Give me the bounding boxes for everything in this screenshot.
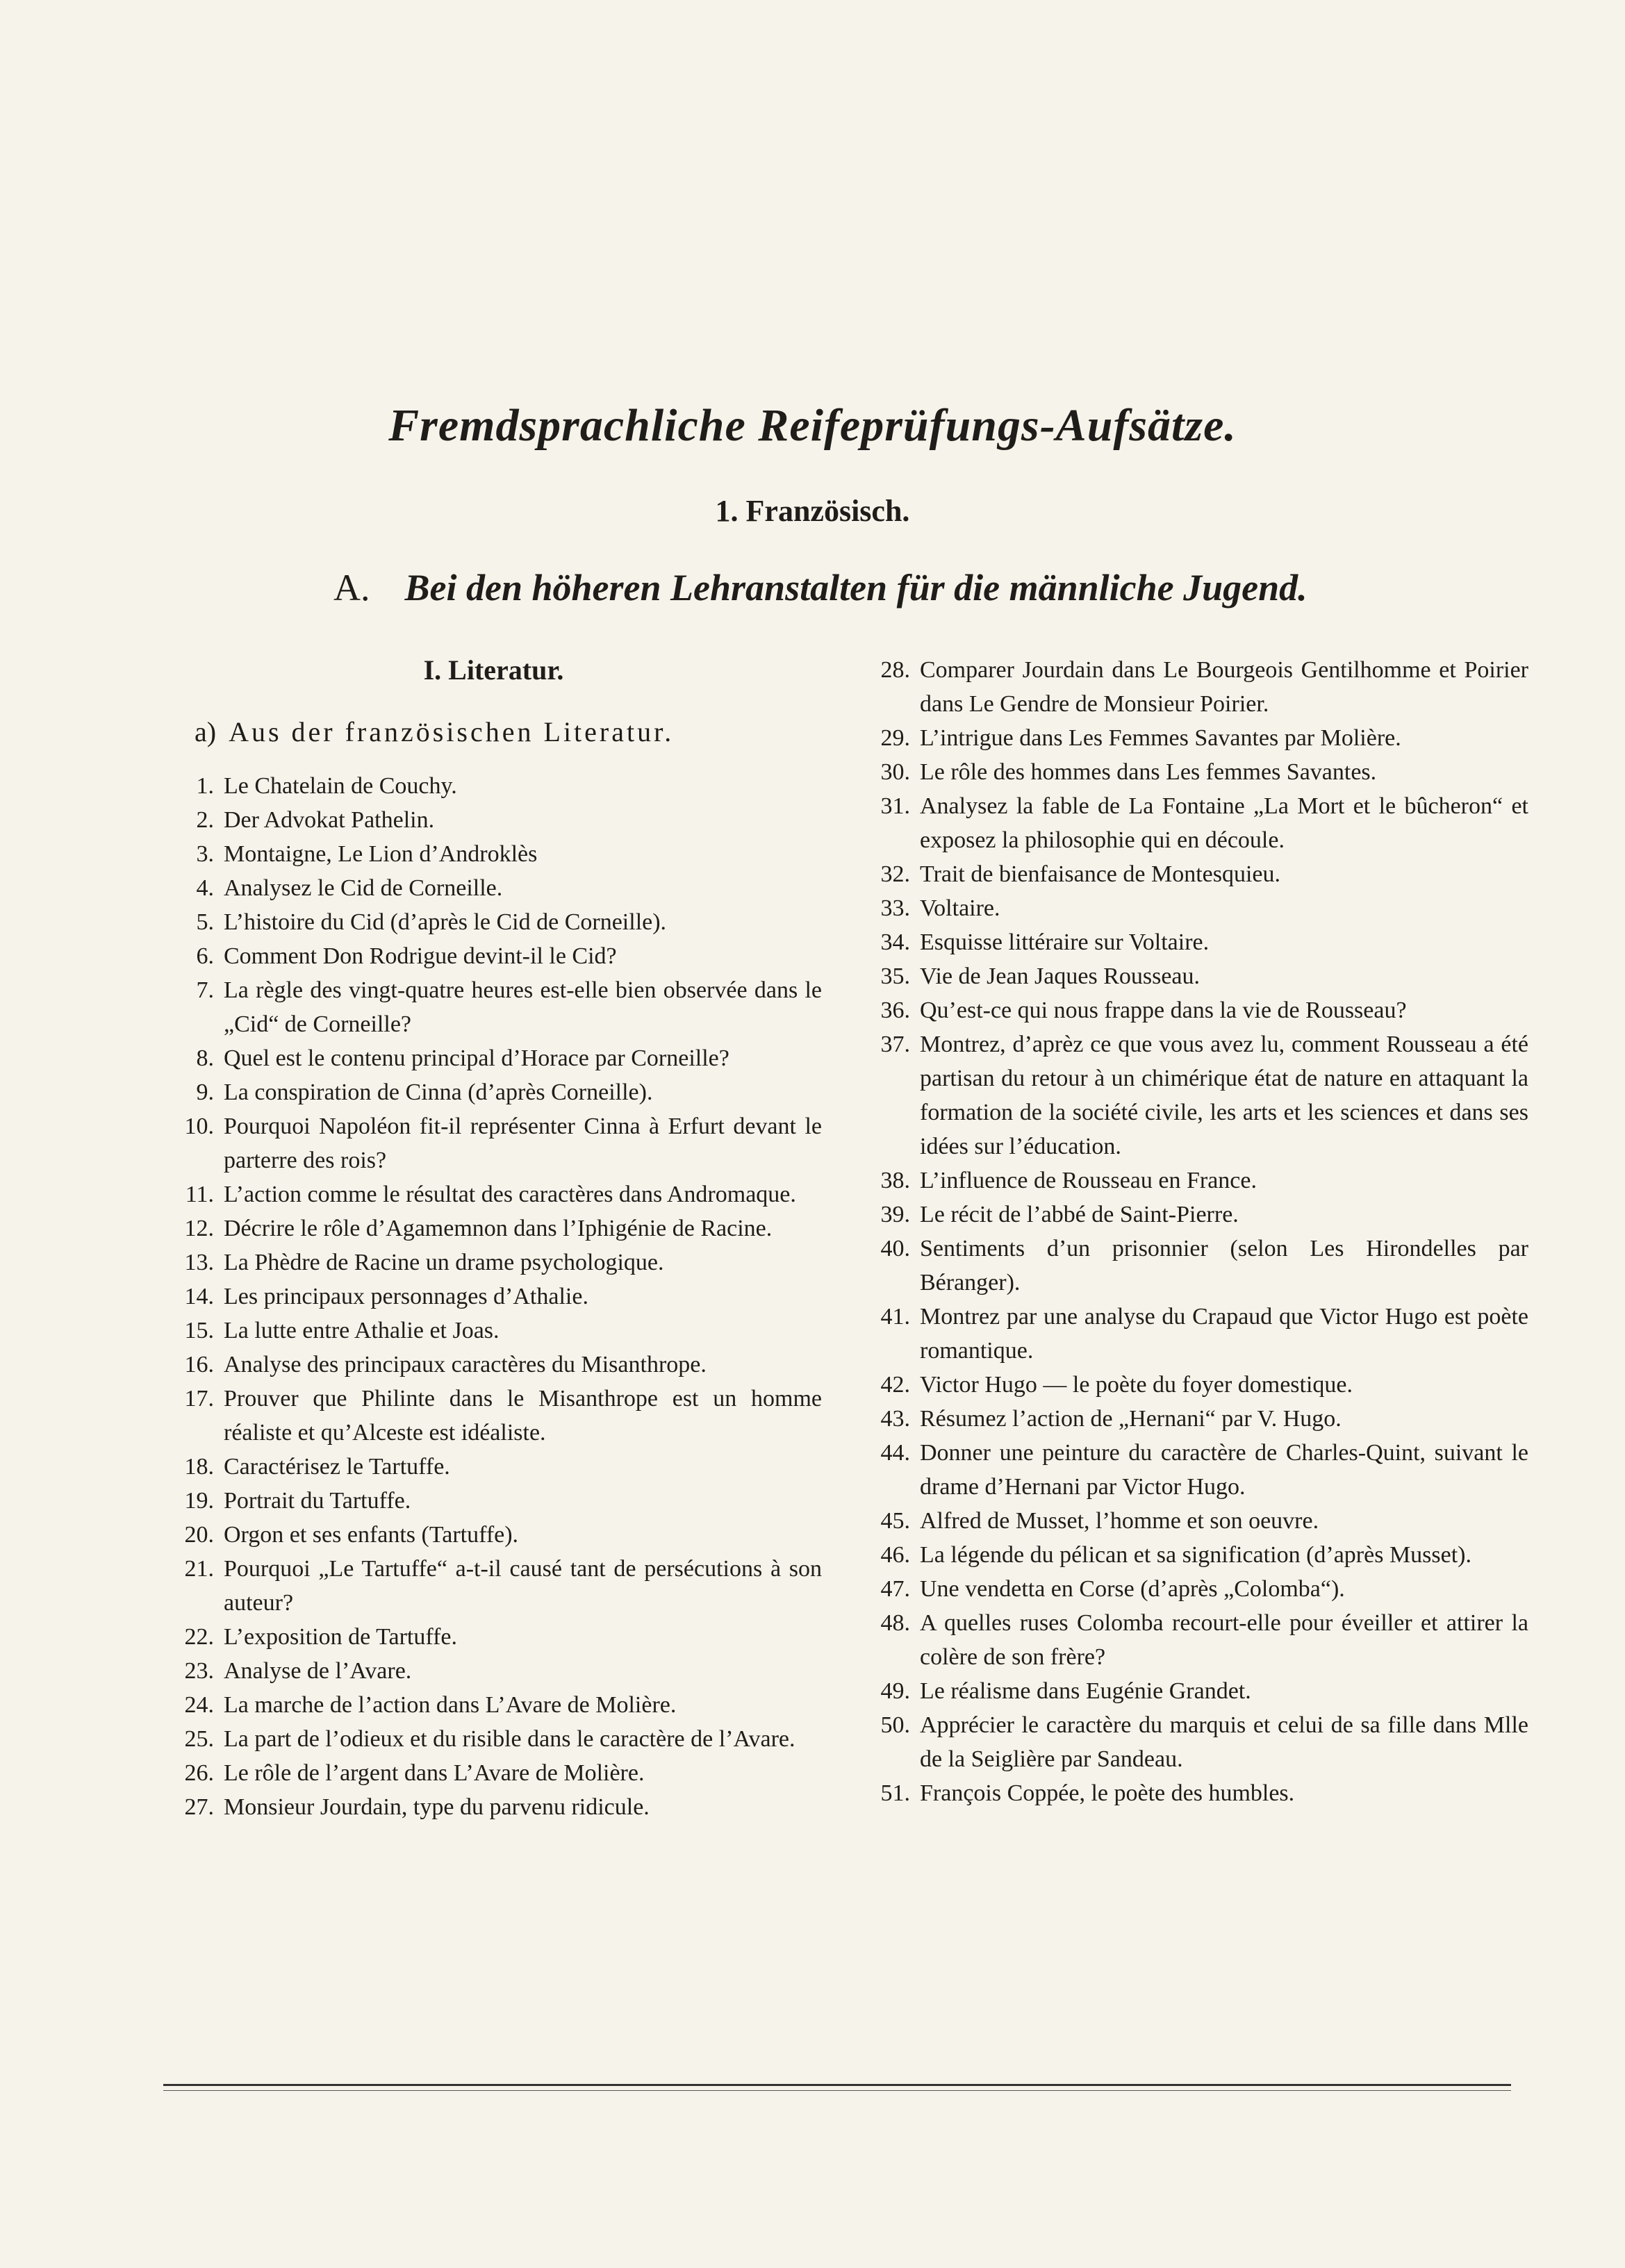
item-number: 32. [880,861,910,887]
list-item [861,1674,1528,1708]
item-text: Comparer Jourdain dans Le Bourgeois Gentilhomme et Poirier dans Le Gendre de Monsieur Poirier. [920,657,1528,717]
section-letter: A. [333,567,370,609]
item-text: L’histoire du Cid (d’après le Cid de Corneille). [224,909,667,935]
item-number: 26. [184,1760,214,1786]
item-number: 41. [880,1304,910,1330]
section-text: Bei den höheren Lehranstalten für die männliche Jugend. [404,567,1308,609]
list-item [861,653,1528,721]
item-number: 16. [184,1352,214,1377]
list-item [861,1027,1528,1164]
item-text: Voltaire. [920,895,1000,921]
item-text: Donner une peinture du caractère de Charles-Quint, suivant le drame d’Hernani par Victor Hugo. [920,1440,1528,1500]
item-text: La conspiration de Cinna (d’après Corneille). [224,1079,653,1105]
item-number: 5. [196,909,214,935]
item-text: François Coppée, le poète des humbles. [920,1780,1295,1806]
list-item [861,1776,1528,1810]
list-item [861,1164,1528,1198]
item-number: 50. [880,1712,910,1738]
item-number: 45. [880,1508,910,1534]
item-text: Sentiments d’un prisonnier (selon Les Hirondelles par Béranger). [920,1236,1528,1296]
item-number: 29. [880,725,910,751]
item-number: 38. [880,1168,910,1193]
list-item [165,939,822,973]
heading2-text: Aus der französischen Literatur. [229,716,675,747]
item-number: 10. [184,1114,214,1139]
item-text: Portrait du Tartuffe. [224,1488,411,1514]
item-text: A quelles ruses Colomba recourt-elle pour éveiller et attirer la colère de son frère? [920,1610,1528,1670]
list-item [861,1300,1528,1368]
item-number: 13. [184,1250,214,1275]
list-item [861,1538,1528,1572]
item-number: 48. [880,1610,910,1636]
item-text: Analysez le Cid de Corneille. [224,875,503,901]
item-number: 25. [184,1726,214,1752]
heading-french-literature [165,698,822,769]
item-text: Une vendetta en Corse (d’après „Colomba“). [920,1576,1345,1602]
list-item [165,1314,822,1348]
left-topic-list [165,769,822,1824]
item-number: 11. [185,1182,214,1207]
item-number: 9. [196,1079,214,1105]
item-text: Caractérisez le Tartuffe. [224,1454,450,1480]
list-item [861,1606,1528,1674]
item-number: 17. [184,1386,214,1412]
item-number: 12. [184,1216,214,1241]
list-item [165,1177,822,1211]
list-item [165,1109,822,1177]
list-item [165,1790,822,1824]
list-item [165,1382,822,1450]
list-item [861,925,1528,959]
item-number: 14. [184,1284,214,1309]
item-text: L’influence de Rousseau en France. [920,1168,1257,1193]
list-item [165,769,822,803]
list-item [861,755,1528,789]
item-number: 33. [880,895,910,921]
item-number: 2. [196,807,214,833]
item-text: Les principaux personnages d’Athalie. [224,1284,588,1309]
list-item [165,1075,822,1109]
item-number: 19. [184,1488,214,1514]
list-item [165,871,822,905]
list-item [165,1348,822,1382]
list-item [861,1572,1528,1606]
item-text: La Phèdre de Racine un drame psychologique. [224,1250,664,1275]
item-number: 21. [184,1556,214,1582]
list-item [861,959,1528,993]
list-item [861,993,1528,1027]
item-number: 6. [196,943,214,969]
list-item [861,789,1528,857]
left-column [165,653,822,1824]
list-item [165,1450,822,1484]
item-text: Trait de bienfaisance de Montesquieu. [920,861,1280,887]
item-text: Esquisse littéraire sur Voltaire. [920,929,1210,955]
item-text: Qu’est-ce qui nous frappe dans la vie de Rousseau? [920,998,1407,1023]
list-item [165,905,822,939]
item-text: La légende du pélican et sa signification (d’après Musset). [920,1542,1472,1568]
item-number: 39. [880,1202,910,1227]
list-item [165,1280,822,1314]
list-item [165,1756,822,1790]
item-number: 1. [196,773,214,799]
item-text: Apprécier le caractère du marquis et celui de sa fille dans Mlle de la Seiglière par Sandeau. [920,1712,1528,1772]
list-item [165,973,822,1041]
list-item [861,1198,1528,1232]
list-item [861,1504,1528,1538]
item-number: 18. [184,1454,214,1480]
item-text: Comment Don Rodrigue devint-il le Cid? [224,943,617,969]
item-number: 27. [184,1794,214,1820]
item-number: 24. [184,1692,214,1718]
item-number: 23. [184,1658,214,1684]
item-text: Prouver que Philinte dans le Misanthrope est un homme réaliste et qu’Alceste est idéaliste. [224,1386,822,1446]
list-item [165,1722,822,1756]
list-item [861,1402,1528,1436]
item-number: 7. [196,977,214,1003]
item-number: 30. [880,759,910,785]
item-number: 35. [880,963,910,989]
heading-literatur: I. Literatur. [423,654,564,686]
item-number: 46. [880,1542,910,1568]
list-item [861,721,1528,755]
list-item [861,891,1528,925]
item-number: 40. [880,1236,910,1261]
item-number: 47. [880,1576,910,1602]
list-item [165,1041,822,1075]
right-column [861,653,1528,1810]
item-text: Orgon et ses enfants (Tartuffe). [224,1522,519,1548]
item-text: Montrez, d’aprèz ce que vous avez lu, comment Rousseau a été partisan du retour à un chimérique état de nature en attaquant la formation de la société civile, les arts et les sciences et dans ses idées sur l’éducation. [920,1032,1528,1159]
item-text: Monsieur Jourdain, type du parvenu ridicule. [224,1794,650,1820]
item-text: Quel est le contenu principal d’Horace par Corneille? [224,1045,729,1071]
item-text: Décrire le rôle d’Agamemnon dans l’Iphigénie de Racine. [224,1216,773,1241]
item-text: L’intrigue dans Les Femmes Savantes par Molière. [920,725,1401,751]
item-number: 28. [880,657,910,683]
item-text: Victor Hugo — le poète du foyer domestique. [920,1372,1353,1398]
item-text: Vie de Jean Jaques Rousseau. [920,963,1201,989]
item-text: Montaigne, Le Lion d’Androklès [224,841,538,867]
item-number: 34. [880,929,910,955]
item-number: 51. [880,1780,910,1806]
list-item [861,1232,1528,1300]
item-number: 49. [880,1678,910,1704]
item-number: 20. [184,1522,214,1548]
bottom-rule [163,2084,1511,2091]
item-text: Le réalisme dans Eugénie Grandet. [920,1678,1251,1704]
right-topic-list [861,653,1528,1810]
item-text: La lutte entre Athalie et Joas. [224,1318,500,1343]
item-text: L’exposition de Tartuffe. [224,1624,457,1650]
item-text: Le rôle des hommes dans Les femmes Savantes. [920,759,1377,785]
list-item [165,1620,822,1654]
item-number: 42. [880,1372,910,1398]
list-item [165,837,822,871]
list-item [861,1708,1528,1776]
item-text: La part de l’odieux et du risible dans le caractère de l’Avare. [224,1726,795,1752]
item-number: 36. [880,998,910,1023]
item-text: La règle des vingt-quatre heures est-elle bien observée dans le „Cid“ de Corneille? [224,977,822,1037]
item-number: 44. [880,1440,910,1466]
item-number: 3. [196,841,214,867]
page-subtitle: 1. Französisch. [715,494,910,528]
list-item [165,1552,822,1620]
item-text: Le rôle de l’argent dans L’Avare de Molière. [224,1760,645,1786]
item-number: 31. [880,793,910,819]
heading2-label: a) [195,716,217,747]
item-text: Montrez par une analyse du Crapaud que Victor Hugo est poète romantique. [920,1304,1528,1364]
list-item [861,1368,1528,1402]
list-item [165,803,822,837]
list-item [165,1245,822,1280]
list-item [861,857,1528,891]
item-text: Le Chatelain de Couchy. [224,773,457,799]
item-text: Pourquoi Napoléon fit-il représenter Cinna à Erfurt devant le parterre des rois? [224,1114,822,1173]
item-number: 37. [880,1032,910,1057]
list-item [861,1436,1528,1504]
list-item [165,1688,822,1722]
item-text: L’action comme le résultat des caractères dans Andromaque. [224,1182,796,1207]
list-item [165,1484,822,1518]
item-text: Le récit de l’abbé de Saint-Pierre. [920,1202,1239,1227]
item-number: 15. [184,1318,214,1343]
list-item [165,1654,822,1688]
section-title [333,566,1308,609]
item-text: La marche de l’action dans L’Avare de Molière. [224,1692,677,1718]
item-number: 8. [196,1045,214,1071]
item-text: Analysez la fable de La Fontaine „La Mort et le bûcheron“ et exposez la philosophie qui en découle. [920,793,1528,853]
item-text: Analyse de l’Avare. [224,1658,412,1684]
page-title: Fremdsprachliche Reifeprüfungs-Aufsätze. [388,400,1237,451]
item-text: Résumez l’action de „Hernani“ par V. Hugo. [920,1406,1342,1432]
item-number: 22. [184,1624,214,1650]
item-number: 43. [880,1406,910,1432]
list-item [165,1518,822,1552]
item-number: 4. [196,875,214,901]
list-item [165,1211,822,1245]
item-text: Pourquoi „Le Tartuffe“ a-t-il causé tant de persécutions à son auteur? [224,1556,822,1616]
item-text: Analyse des principaux caractères du Misanthrope. [224,1352,707,1377]
item-text: Der Advokat Pathelin. [224,807,435,833]
item-text: Alfred de Musset, l’homme et son oeuvre. [920,1508,1319,1534]
